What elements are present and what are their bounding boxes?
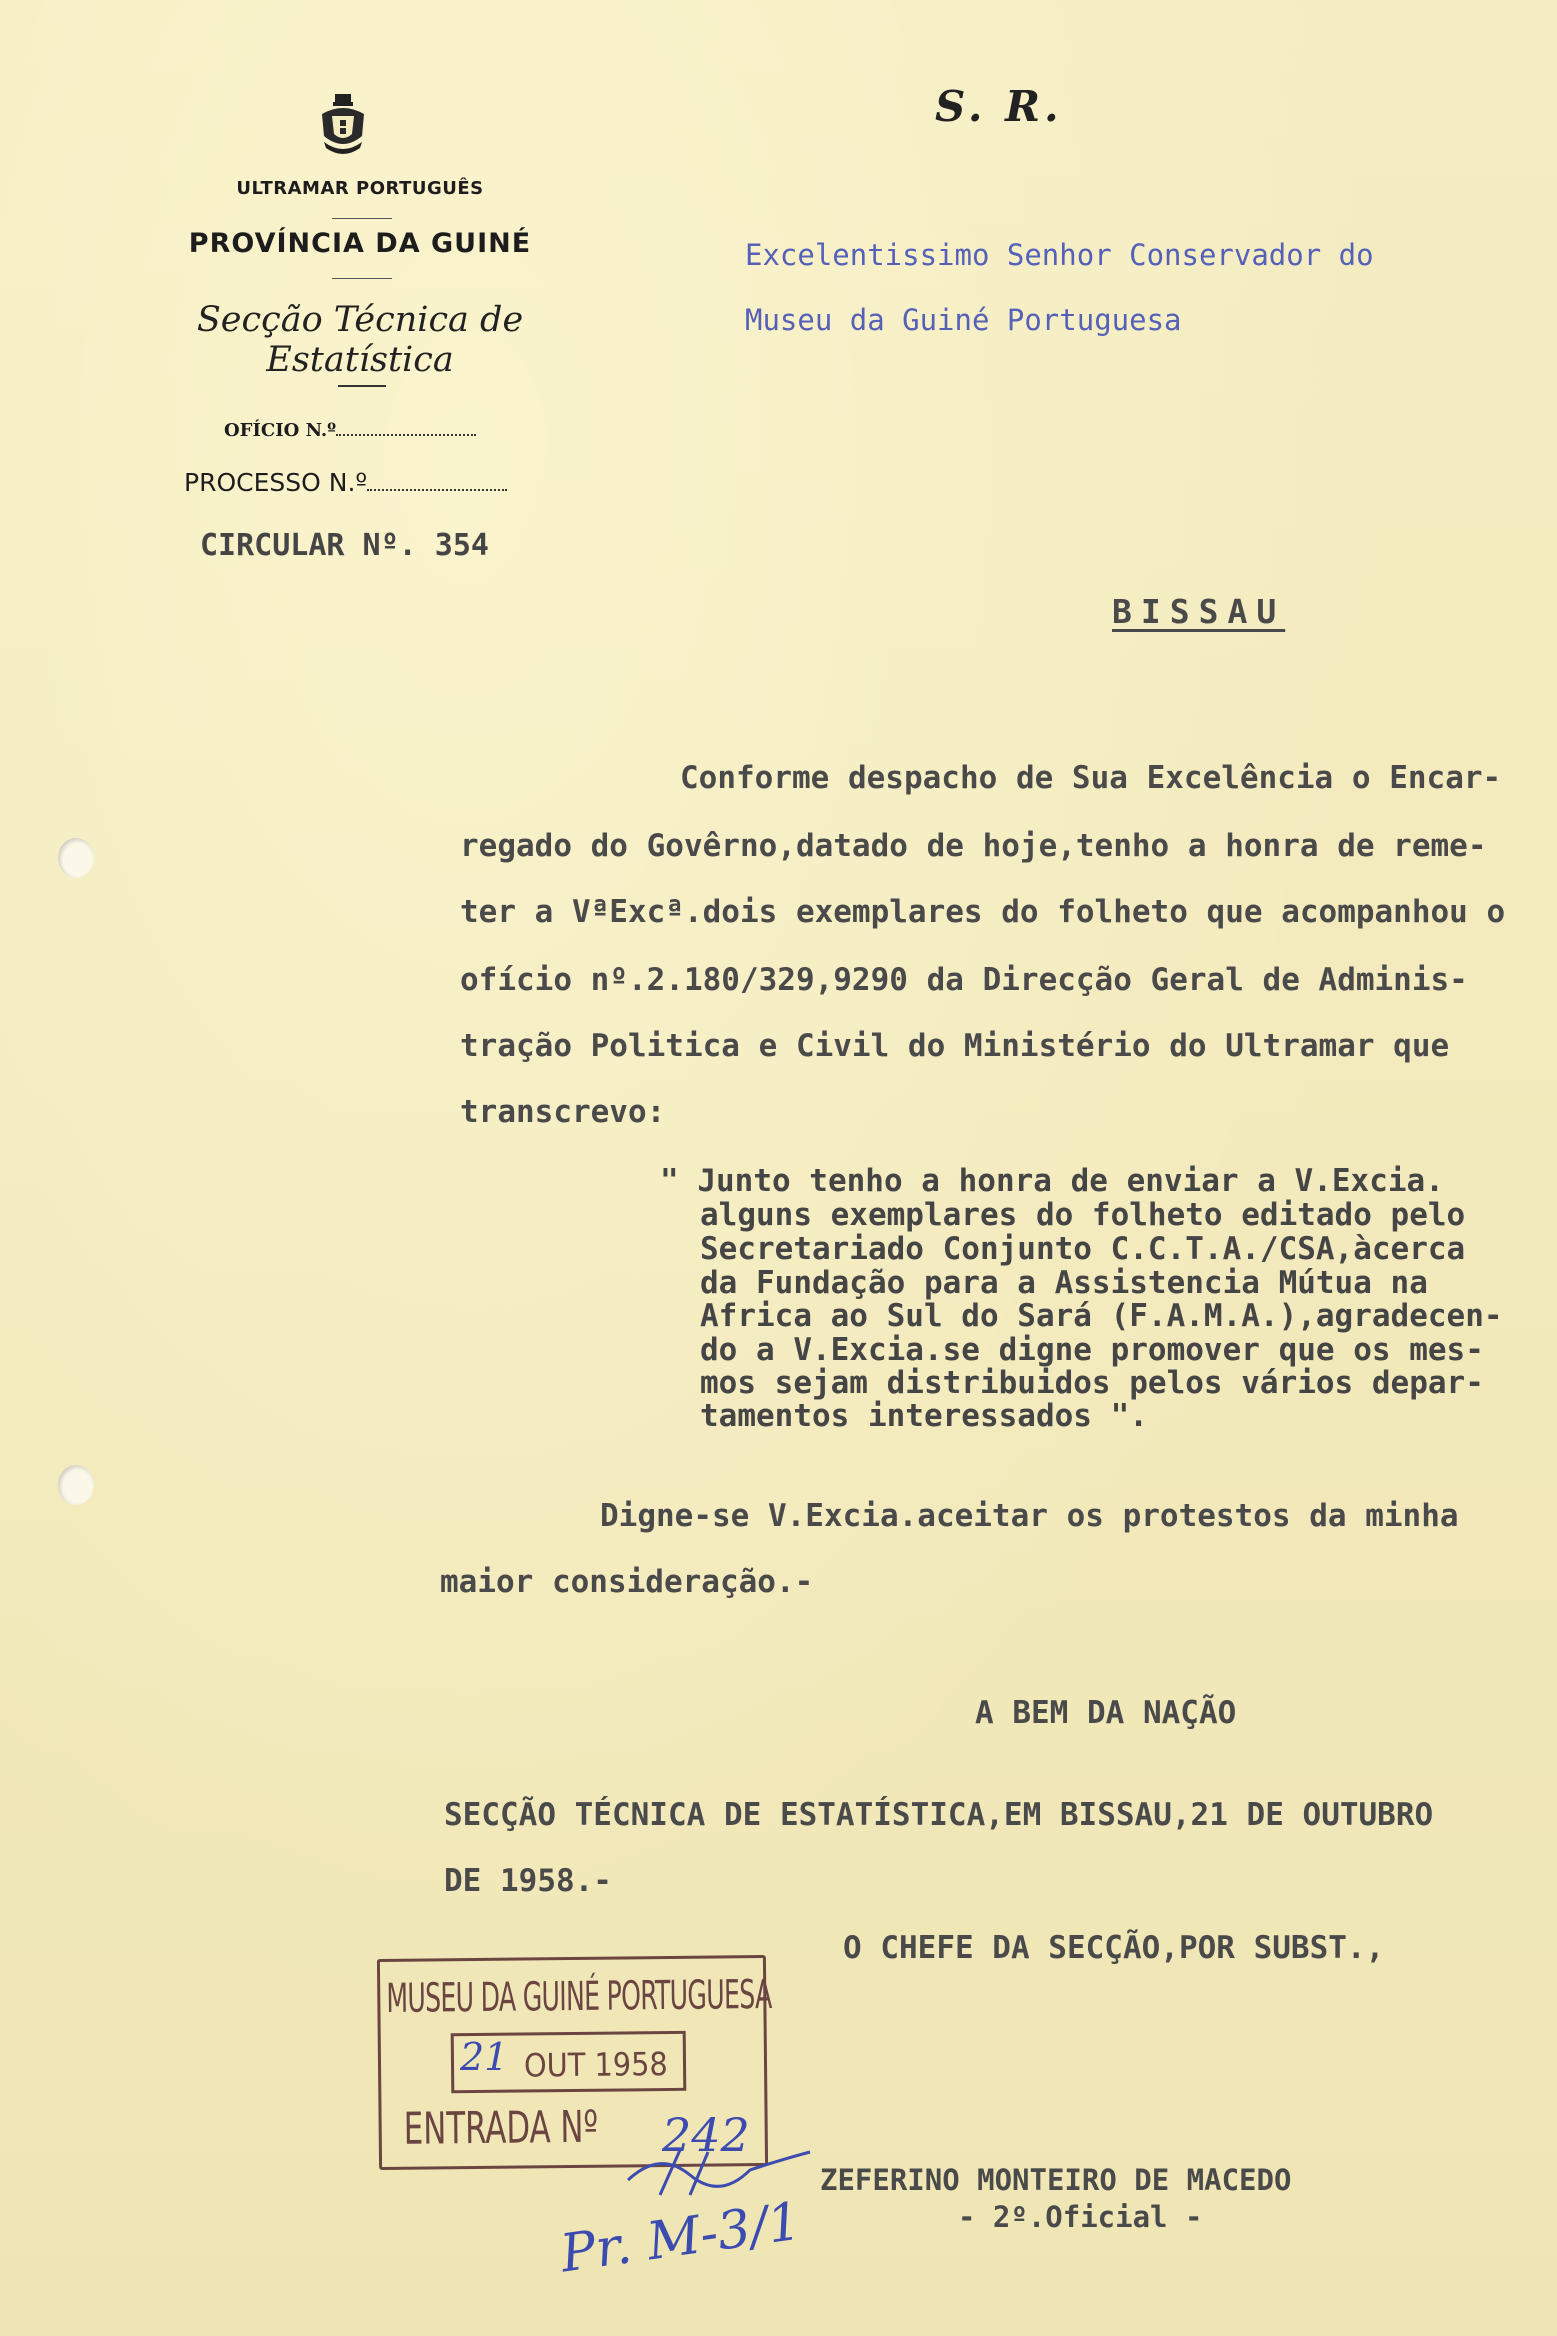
circular-number: CIRCULAR Nº. 354 (200, 528, 489, 563)
quote-line: Secretariado Conjunto C.C.T.A./CSA,àcerca (700, 1231, 1466, 1267)
body-line: regado do Govêrno,datado de hoje,tenho a honra de reme- (460, 828, 1487, 864)
closing-line: Digne-se V.Excia.aceitar os protestos da minha (600, 1498, 1459, 1534)
oficio-label: OFÍCIO N.º (224, 420, 337, 441)
body-line: transcrevo: (460, 1094, 666, 1130)
handwritten-scribble (620, 2140, 820, 2200)
oficio-field (224, 420, 476, 441)
quote-line: " Junto tenho a honra de enviar a V.Excia. (660, 1163, 1444, 1199)
stamp-entrada-label: ENTRADA Nº (403, 2101, 599, 2155)
recipient-line: Excelentissimo Senhor Conservador do (745, 238, 1374, 272)
stamp-date: OUT 1958 (523, 2045, 668, 2085)
header-provincia: PROVÍNCIA DA GUINÉ (188, 228, 532, 259)
coat-of-arms-icon (318, 92, 368, 164)
quote-line: alguns exemplares do folheto editado pelo (700, 1197, 1466, 1233)
signatory-role: - 2º.Oficial - (958, 2200, 1203, 2234)
motto: A BEM DA NAÇÃO (975, 1695, 1237, 1731)
body-line: ter a VªExcª.dois exemplares do folheto que acompanhou o (460, 894, 1506, 930)
handwritten-entry-number: 242 (662, 2108, 750, 2162)
header-divider (332, 218, 392, 219)
stamp-institution: MUSEU DA GUINÉ PORTUGUESA (386, 1971, 772, 2022)
punch-hole-top (58, 838, 94, 878)
classification-mark: S. R. (935, 82, 1063, 131)
quote-line: mos sejam distribuidos pelos vários depar- (700, 1365, 1484, 1401)
quote-line: da Fundação para a Assistencia Mútua na (700, 1265, 1428, 1301)
quote-line: Africa ao Sul do Sará (F.A.M.A.),agradecen- (700, 1298, 1503, 1334)
processo-blank (367, 489, 507, 491)
signatory-title: O CHEFE DA SECÇÃO,POR SUBST., (843, 1930, 1385, 1966)
place-date-line: DE 1958.- (444, 1863, 612, 1899)
quote-line: tamentos interessados ". (700, 1398, 1148, 1434)
handwritten-reference: Pr. M-3/1 (557, 2191, 805, 2285)
header-divider (338, 385, 386, 387)
oficio-blank (336, 434, 476, 436)
recipient-line: Museu da Guiné Portuguesa (745, 303, 1182, 337)
city-heading: BISSAU (1112, 592, 1286, 631)
header-ultramar: ULTRAMAR PORTUGUÊS (236, 178, 484, 199)
punch-hole-bottom (58, 1465, 94, 1505)
header-divider (332, 278, 392, 279)
processo-field (184, 468, 507, 497)
header-seccao: Secção Técnica de Estatística (196, 300, 524, 380)
body-line: tração Politica e Civil do Ministério do Ultramar que (460, 1028, 1450, 1064)
body-line: ofício nº.2.180/329,9290 da Direcção Geral de Adminis- (460, 962, 1468, 998)
place-date-line: SECÇÃO TÉCNICA DE ESTATÍSTICA,EM BISSAU,21 DE OUTUBRO (444, 1797, 1434, 1833)
body-line: Conforme despacho de Sua Excelência o Encar- (680, 760, 1502, 796)
closing-line: maior consideração.- (440, 1564, 814, 1600)
quote-line: do a V.Excia.se digne promover que os mes- (700, 1332, 1484, 1368)
handwritten-day: 21 (460, 2035, 509, 2079)
processo-label: PROCESSO N.º (184, 468, 368, 497)
signatory-name: ZEFERINO MONTEIRO DE MACEDO (820, 2163, 1292, 2197)
